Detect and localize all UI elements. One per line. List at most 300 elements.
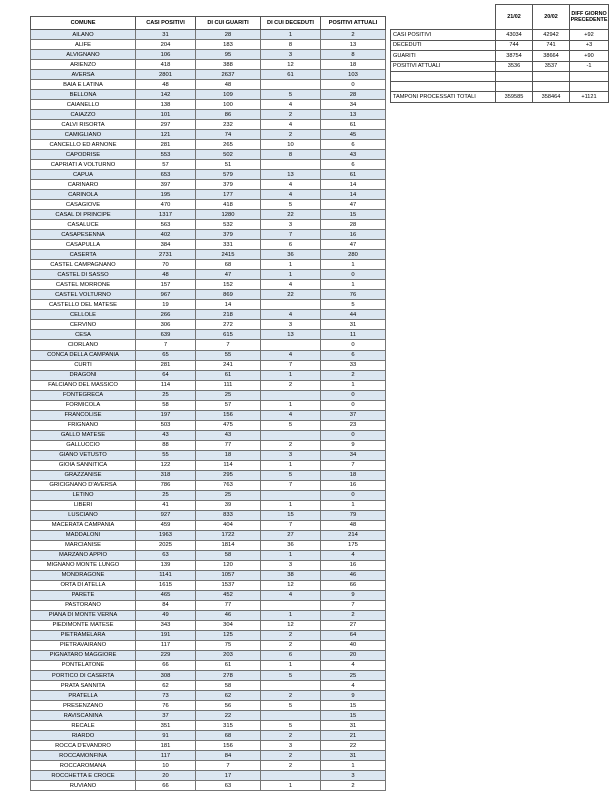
table-row: [31, 90, 386, 100]
cell-comune-name: ALVIGNANO: [31, 50, 136, 60]
cell-positivi-attuali: 0: [321, 340, 386, 350]
cell-comune-name: CALVI RISORTA: [31, 120, 136, 130]
table-row: [31, 590, 386, 600]
cell-deceduti: 1: [261, 781, 321, 791]
cell-casi-positivi: 2801: [136, 70, 196, 80]
cell-guariti: 58: [196, 681, 261, 691]
cell-deceduti: 5: [261, 671, 321, 681]
cell-guariti: 51: [196, 160, 261, 170]
cell-comune-name: AVERSA: [31, 70, 136, 80]
summary-cell-yesterday: 3537: [533, 61, 570, 72]
cell-casi-positivi: 308: [136, 671, 196, 681]
cell-casi-positivi: 101: [136, 110, 196, 120]
table-row: [31, 340, 386, 350]
table-row: [31, 370, 386, 380]
cell-casi-positivi: 351: [136, 721, 196, 731]
cell-positivi-attuali: 0: [321, 430, 386, 440]
cell-guariti: 61: [196, 370, 261, 380]
cell-guariti: 579: [196, 170, 261, 180]
cell-guariti: 1722: [196, 530, 261, 540]
cell-positivi-attuali: 20: [321, 650, 386, 660]
table-row: [31, 480, 386, 490]
cell-positivi-attuali: 4: [321, 660, 386, 670]
table-row: [31, 540, 386, 550]
table-row: [31, 600, 386, 610]
table-row: [31, 170, 386, 180]
cell-comune-name: ROCCHETTA E CROCE: [31, 771, 136, 781]
cell-comune-name: CASAPESENNA: [31, 230, 136, 240]
cell-guariti: 218: [196, 310, 261, 320]
cell-guariti: 156: [196, 410, 261, 420]
cell-comune-name: PIGNATARO MAGGIORE: [31, 650, 136, 660]
cell-casi-positivi: 306: [136, 320, 196, 330]
cell-comune-name: RAVISCANINA: [31, 711, 136, 721]
cell-guariti: 56: [196, 701, 261, 711]
cell-guariti: 55: [196, 350, 261, 360]
cell-positivi-attuali: 13: [321, 40, 386, 50]
cell-comune-name: PIEDIMONTE MATESE: [31, 620, 136, 630]
table-row: [31, 610, 386, 620]
cell-positivi-attuali: 175: [321, 540, 386, 550]
table-row: [31, 460, 386, 470]
cell-positivi-attuali: 34: [321, 100, 386, 110]
summary-empty-cell: [570, 72, 609, 82]
cell-positivi-attuali: 46: [321, 570, 386, 580]
table-row: [31, 470, 386, 480]
cell-deceduti: 4: [261, 590, 321, 600]
cell-comune-name: BAIA E LATINA: [31, 80, 136, 90]
cell-guariti: 183: [196, 40, 261, 50]
cell-comune-name: ORTA DI ATELLA: [31, 580, 136, 590]
summary-cell-label: CASI POSITIVI: [391, 30, 496, 41]
summary-header-blank: [391, 5, 496, 30]
cell-casi-positivi: 459: [136, 520, 196, 530]
cell-deceduti: 1: [261, 400, 321, 410]
cell-positivi-attuali: 22: [321, 741, 386, 751]
cell-positivi-attuali: 18: [321, 60, 386, 70]
table-row: [31, 200, 386, 210]
cell-deceduti: 4: [261, 120, 321, 130]
table-row: [31, 330, 386, 340]
table-row: [31, 781, 386, 791]
cell-positivi-attuali: 0: [321, 80, 386, 90]
table-row: [31, 430, 386, 440]
cell-comune-name: FRANCOLISE: [31, 410, 136, 420]
cell-deceduti: 1: [261, 270, 321, 280]
table-row: [31, 450, 386, 460]
table-row: [31, 70, 386, 80]
cell-guariti: 120: [196, 560, 261, 570]
cell-deceduti: 6: [261, 240, 321, 250]
cell-casi-positivi: 88: [136, 440, 196, 450]
cell-deceduti: 4: [261, 410, 321, 420]
cell-comune-name: GRAZZANISE: [31, 470, 136, 480]
summary-empty-cell: [391, 72, 496, 82]
cell-deceduti: [261, 681, 321, 691]
cell-guariti: 86: [196, 110, 261, 120]
table-row: [31, 771, 386, 781]
cell-comune-name: CAPODRISE: [31, 150, 136, 160]
cell-deceduti: 5: [261, 420, 321, 430]
summary-cell-label: GUARITI: [391, 51, 496, 62]
summary-cell-today: 359585: [496, 92, 533, 103]
cell-guariti: 2415: [196, 250, 261, 260]
cell-casi-positivi: 653: [136, 170, 196, 180]
table-row: [31, 681, 386, 691]
cell-deceduti: [261, 600, 321, 610]
cell-comune-name: CASTEL VOLTURNO: [31, 290, 136, 300]
cell-deceduti: 12: [261, 60, 321, 70]
cell-positivi-attuali: 13: [321, 110, 386, 120]
comuni-table-body: [31, 30, 386, 791]
table-row: [31, 320, 386, 330]
cell-positivi-attuali: 37: [321, 410, 386, 420]
cell-guariti: 46: [196, 610, 261, 620]
summary-empty-row: [391, 72, 609, 82]
cell-positivi-attuali: 66: [321, 580, 386, 590]
cell-deceduti: [261, 390, 321, 400]
cell-guariti: 272: [196, 320, 261, 330]
cell-casi-positivi: 48: [136, 270, 196, 280]
cell-positivi-attuali: 45: [321, 130, 386, 140]
cell-guariti: 388: [196, 60, 261, 70]
cell-comune-name: FRIGNANO: [31, 420, 136, 430]
comuni-table: [30, 16, 386, 791]
table-row: [31, 490, 386, 500]
cell-guariti: 62: [196, 691, 261, 701]
cell-guariti: 28: [196, 30, 261, 40]
table-row: [31, 751, 386, 761]
cell-deceduti: 7: [261, 520, 321, 530]
cell-comune-name: GIOIA SANNITICA: [31, 460, 136, 470]
cell-positivi-attuali: 4: [321, 681, 386, 691]
cell-casi-positivi: 967: [136, 290, 196, 300]
summary-table: [390, 4, 609, 103]
cell-deceduti: 1: [261, 370, 321, 380]
cell-deceduti: 4: [261, 280, 321, 290]
table-row: [31, 761, 386, 771]
summary-cell-yesterday: 358464: [533, 92, 570, 103]
cell-deceduti: 22: [261, 290, 321, 300]
cell-deceduti: 22: [261, 210, 321, 220]
cell-positivi-attuali: 16: [321, 560, 386, 570]
cell-deceduti: 13: [261, 330, 321, 340]
cell-guariti: 152: [196, 280, 261, 290]
cell-comune-name: LIBERI: [31, 500, 136, 510]
cell-comune-name: MONDRAGONE: [31, 570, 136, 580]
table-row: [31, 210, 386, 220]
table-row: [31, 260, 386, 270]
cell-positivi-attuali: 61: [321, 120, 386, 130]
cell-positivi-attuali: 21: [321, 731, 386, 741]
cell-deceduti: 13: [261, 170, 321, 180]
cell-deceduti: 2: [261, 130, 321, 140]
cell-deceduti: 12: [261, 580, 321, 590]
table-row: [31, 620, 386, 630]
cell-positivi-attuali: 31: [321, 751, 386, 761]
cell-comune-name: CONCA DELLA CAMPANIA: [31, 350, 136, 360]
cell-casi-positivi: 121: [136, 130, 196, 140]
cell-deceduti: 2: [261, 731, 321, 741]
table-row: [31, 280, 386, 290]
cell-positivi-attuali: 16: [321, 480, 386, 490]
cell-deceduti: 1: [261, 460, 321, 470]
cell-comune-name: GALLUCCIO: [31, 440, 136, 450]
table-row: [31, 130, 386, 140]
cell-guariti: 125: [196, 630, 261, 640]
cell-casi-positivi: 181: [136, 741, 196, 751]
summary-empty-cell: [391, 82, 496, 92]
cell-positivi-attuali: 2: [321, 30, 386, 40]
cell-casi-positivi: 139: [136, 560, 196, 570]
cell-deceduti: [261, 430, 321, 440]
table-row: [31, 220, 386, 230]
cell-comune-name: PIETRAVAIRANO: [31, 640, 136, 650]
cell-casi-positivi: 318: [136, 470, 196, 480]
cell-casi-positivi: 470: [136, 200, 196, 210]
cell-guariti: 22: [196, 711, 261, 721]
table-row: [31, 360, 386, 370]
cell-positivi-attuali: 31: [321, 320, 386, 330]
table-row: [31, 570, 386, 580]
table-row: [31, 110, 386, 120]
cell-comune-name: CURTI: [31, 360, 136, 370]
table-row: [31, 520, 386, 530]
summary-table-body: [391, 30, 609, 103]
table-row: [31, 691, 386, 701]
cell-casi-positivi: 122: [136, 460, 196, 470]
cell-guariti: 43: [196, 430, 261, 440]
cell-casi-positivi: 7: [136, 340, 196, 350]
summary-empty-cell: [533, 82, 570, 92]
cell-guariti: 869: [196, 290, 261, 300]
cell-comune-name: ROCCAROMANA: [31, 761, 136, 771]
cell-deceduti: 3: [261, 560, 321, 570]
cell-comune-name: CESA: [31, 330, 136, 340]
cell-guariti: 47: [196, 270, 261, 280]
cell-comune-name: CELLOLE: [31, 310, 136, 320]
cell-deceduti: 2: [261, 640, 321, 650]
cell-deceduti: [261, 160, 321, 170]
table-row: [31, 240, 386, 250]
cell-positivi-attuali: 61: [321, 170, 386, 180]
cell-deceduti: 6: [261, 650, 321, 660]
header-deceduti: DI CUI DECEDUTI: [261, 17, 321, 30]
cell-deceduti: [261, 711, 321, 721]
cell-guariti: 58: [196, 550, 261, 560]
table-row: [31, 150, 386, 160]
cell-guariti: 75: [196, 640, 261, 650]
cell-positivi-attuali: 64: [321, 630, 386, 640]
cell-casi-positivi: 138: [136, 100, 196, 110]
cell-guariti: 418: [196, 200, 261, 210]
cell-comune-name: LUSCIANO: [31, 510, 136, 520]
cell-deceduti: 61: [261, 70, 321, 80]
table-row: [31, 580, 386, 590]
cell-positivi-attuali: 15: [321, 210, 386, 220]
cell-comune-name: CASAGIOVE: [31, 200, 136, 210]
cell-casi-positivi: 117: [136, 751, 196, 761]
cell-casi-positivi: 418: [136, 60, 196, 70]
summary-header-today: 21/02: [496, 5, 533, 30]
cell-comune-name: GALLO MATESE: [31, 430, 136, 440]
cell-deceduti: 36: [261, 250, 321, 260]
cell-positivi-attuali: 15: [321, 711, 386, 721]
cell-casi-positivi: 465: [136, 590, 196, 600]
summary-cell-yesterday: 741: [533, 40, 570, 51]
summary-cell-today: 43034: [496, 30, 533, 41]
cell-guariti: 1537: [196, 580, 261, 590]
cell-casi-positivi: 57: [136, 160, 196, 170]
cell-casi-positivi: 281: [136, 140, 196, 150]
cell-guariti: 177: [196, 190, 261, 200]
cell-comune-name: CASTELLO DEL MATESE: [31, 300, 136, 310]
cell-comune-name: CAPRIATI A VOLTURNO: [31, 160, 136, 170]
cell-comune-name: CARINOLA: [31, 190, 136, 200]
cell-positivi-attuali: 79: [321, 510, 386, 520]
cell-casi-positivi: 553: [136, 150, 196, 160]
summary-cell-today: 744: [496, 40, 533, 51]
cell-deceduti: [261, 490, 321, 500]
table-row: [31, 80, 386, 90]
cell-guariti: 1814: [196, 540, 261, 550]
cell-guariti: 331: [196, 240, 261, 250]
cell-guariti: 763: [196, 480, 261, 490]
cell-guariti: 404: [196, 520, 261, 530]
cell-casi-positivi: 114: [136, 380, 196, 390]
cell-casi-positivi: 63: [136, 550, 196, 560]
cell-guariti: 615: [196, 330, 261, 340]
table-row: [31, 440, 386, 450]
cell-deceduti: 1: [261, 500, 321, 510]
cell-deceduti: 27: [261, 530, 321, 540]
comuni-table-header: [31, 17, 386, 30]
table-row: [31, 400, 386, 410]
table-row: [31, 40, 386, 50]
summary-empty-cell: [570, 82, 609, 92]
table-row: [31, 701, 386, 711]
summary-header-diff: DIFF GIORNO PRECEDENTE: [570, 5, 609, 30]
cell-comune-name: CARINARO: [31, 180, 136, 190]
cell-comune-name: CASTEL DI SASSO: [31, 270, 136, 280]
cell-deceduti: 1: [261, 30, 321, 40]
cell-casi-positivi: 229: [136, 650, 196, 660]
cell-guariti: 278: [196, 671, 261, 681]
cell-positivi-attuali: 6: [321, 160, 386, 170]
summary-cell-label: POSITIVI ATTUALI: [391, 61, 496, 72]
cell-guariti: 7: [196, 761, 261, 771]
cell-guariti: 114: [196, 460, 261, 470]
cell-comune-name: CERVINO: [31, 320, 136, 330]
table-row: [31, 30, 386, 40]
cell-guariti: 63: [196, 781, 261, 791]
table-row: [31, 140, 386, 150]
cell-deceduti: 2: [261, 380, 321, 390]
cell-positivi-attuali: 7: [321, 460, 386, 470]
summary-empty-row: [391, 82, 609, 92]
table-row: [31, 300, 386, 310]
cell-guariti: 532: [196, 220, 261, 230]
cell-casi-positivi: 639: [136, 330, 196, 340]
cell-comune-name: CAPUA: [31, 170, 136, 180]
cell-casi-positivi: 563: [136, 220, 196, 230]
cell-positivi-attuali: 15: [321, 701, 386, 711]
cell-comune-name: PIETRAMELARA: [31, 630, 136, 640]
cell-comune-name: ROCCAMONFINA: [31, 751, 136, 761]
cell-comune-name: GRICIGNANO D'AVERSA: [31, 480, 136, 490]
cell-positivi-attuali: 214: [321, 530, 386, 540]
cell-casi-positivi: 37: [136, 711, 196, 721]
table-row: [31, 711, 386, 721]
cell-positivi-attuali: 23: [321, 420, 386, 430]
cell-comune-name: FONTEGRECA: [31, 390, 136, 400]
cell-deceduti: 2: [261, 751, 321, 761]
cell-guariti: 241: [196, 360, 261, 370]
cell-comune-name: PIANA DI MONTE VERNA: [31, 610, 136, 620]
cell-casi-positivi: 204: [136, 40, 196, 50]
table-row: [31, 250, 386, 260]
cell-casi-positivi: 20: [136, 771, 196, 781]
cell-deceduti: 5: [261, 721, 321, 731]
cell-casi-positivi: 73: [136, 691, 196, 701]
cell-comune-name: CANCELLO ED ARNONE: [31, 140, 136, 150]
cell-casi-positivi: 503: [136, 420, 196, 430]
cell-positivi-attuali: 14: [321, 180, 386, 190]
table-row: [31, 650, 386, 660]
cell-casi-positivi: 384: [136, 240, 196, 250]
cell-deceduti: 1: [261, 260, 321, 270]
cell-comune-name: CAMIGLIANO: [31, 130, 136, 140]
cell-guariti: 61: [196, 660, 261, 670]
cell-guariti: 111: [196, 380, 261, 390]
cell-positivi-attuali: 48: [321, 520, 386, 530]
cell-comune-name: BELLONA: [31, 90, 136, 100]
cell-positivi-attuali: 2: [321, 610, 386, 620]
cell-positivi-attuali: 1: [321, 380, 386, 390]
cell-casi-positivi: 65: [136, 350, 196, 360]
cell-guariti: 2637: [196, 70, 261, 80]
cell-positivi-attuali: 16: [321, 230, 386, 240]
cell-guariti: 17: [196, 771, 261, 781]
cell-comune-name: RIARDO: [31, 731, 136, 741]
table-row: [31, 630, 386, 640]
table-row: [31, 230, 386, 240]
cell-guariti: 304: [196, 620, 261, 630]
cell-casi-positivi: 195: [136, 190, 196, 200]
cell-casi-positivi: 25: [136, 390, 196, 400]
cell-guariti: 379: [196, 180, 261, 190]
cell-deceduti: 4: [261, 180, 321, 190]
cell-guariti: 84: [196, 751, 261, 761]
cell-guariti: 25: [196, 490, 261, 500]
summary-cell-label: DECEDUTI: [391, 40, 496, 51]
table-row: [31, 60, 386, 70]
cell-comune-name: MADDALONI: [31, 530, 136, 540]
table-row: [31, 100, 386, 110]
cell-guariti: 475: [196, 420, 261, 430]
table-row: [31, 640, 386, 650]
cell-comune-name: ARIENZO: [31, 60, 136, 70]
summary-table-header: [391, 5, 609, 30]
cell-casi-positivi: 25: [136, 490, 196, 500]
cell-positivi-attuali: 8: [321, 50, 386, 60]
cell-deceduti: [261, 340, 321, 350]
cell-guariti: 74: [196, 130, 261, 140]
cell-casi-positivi: 70: [136, 260, 196, 270]
cell-positivi-attuali: 103: [321, 70, 386, 80]
cell-comune-name: PRATELLA: [31, 691, 136, 701]
cell-casi-positivi: 197: [136, 410, 196, 420]
